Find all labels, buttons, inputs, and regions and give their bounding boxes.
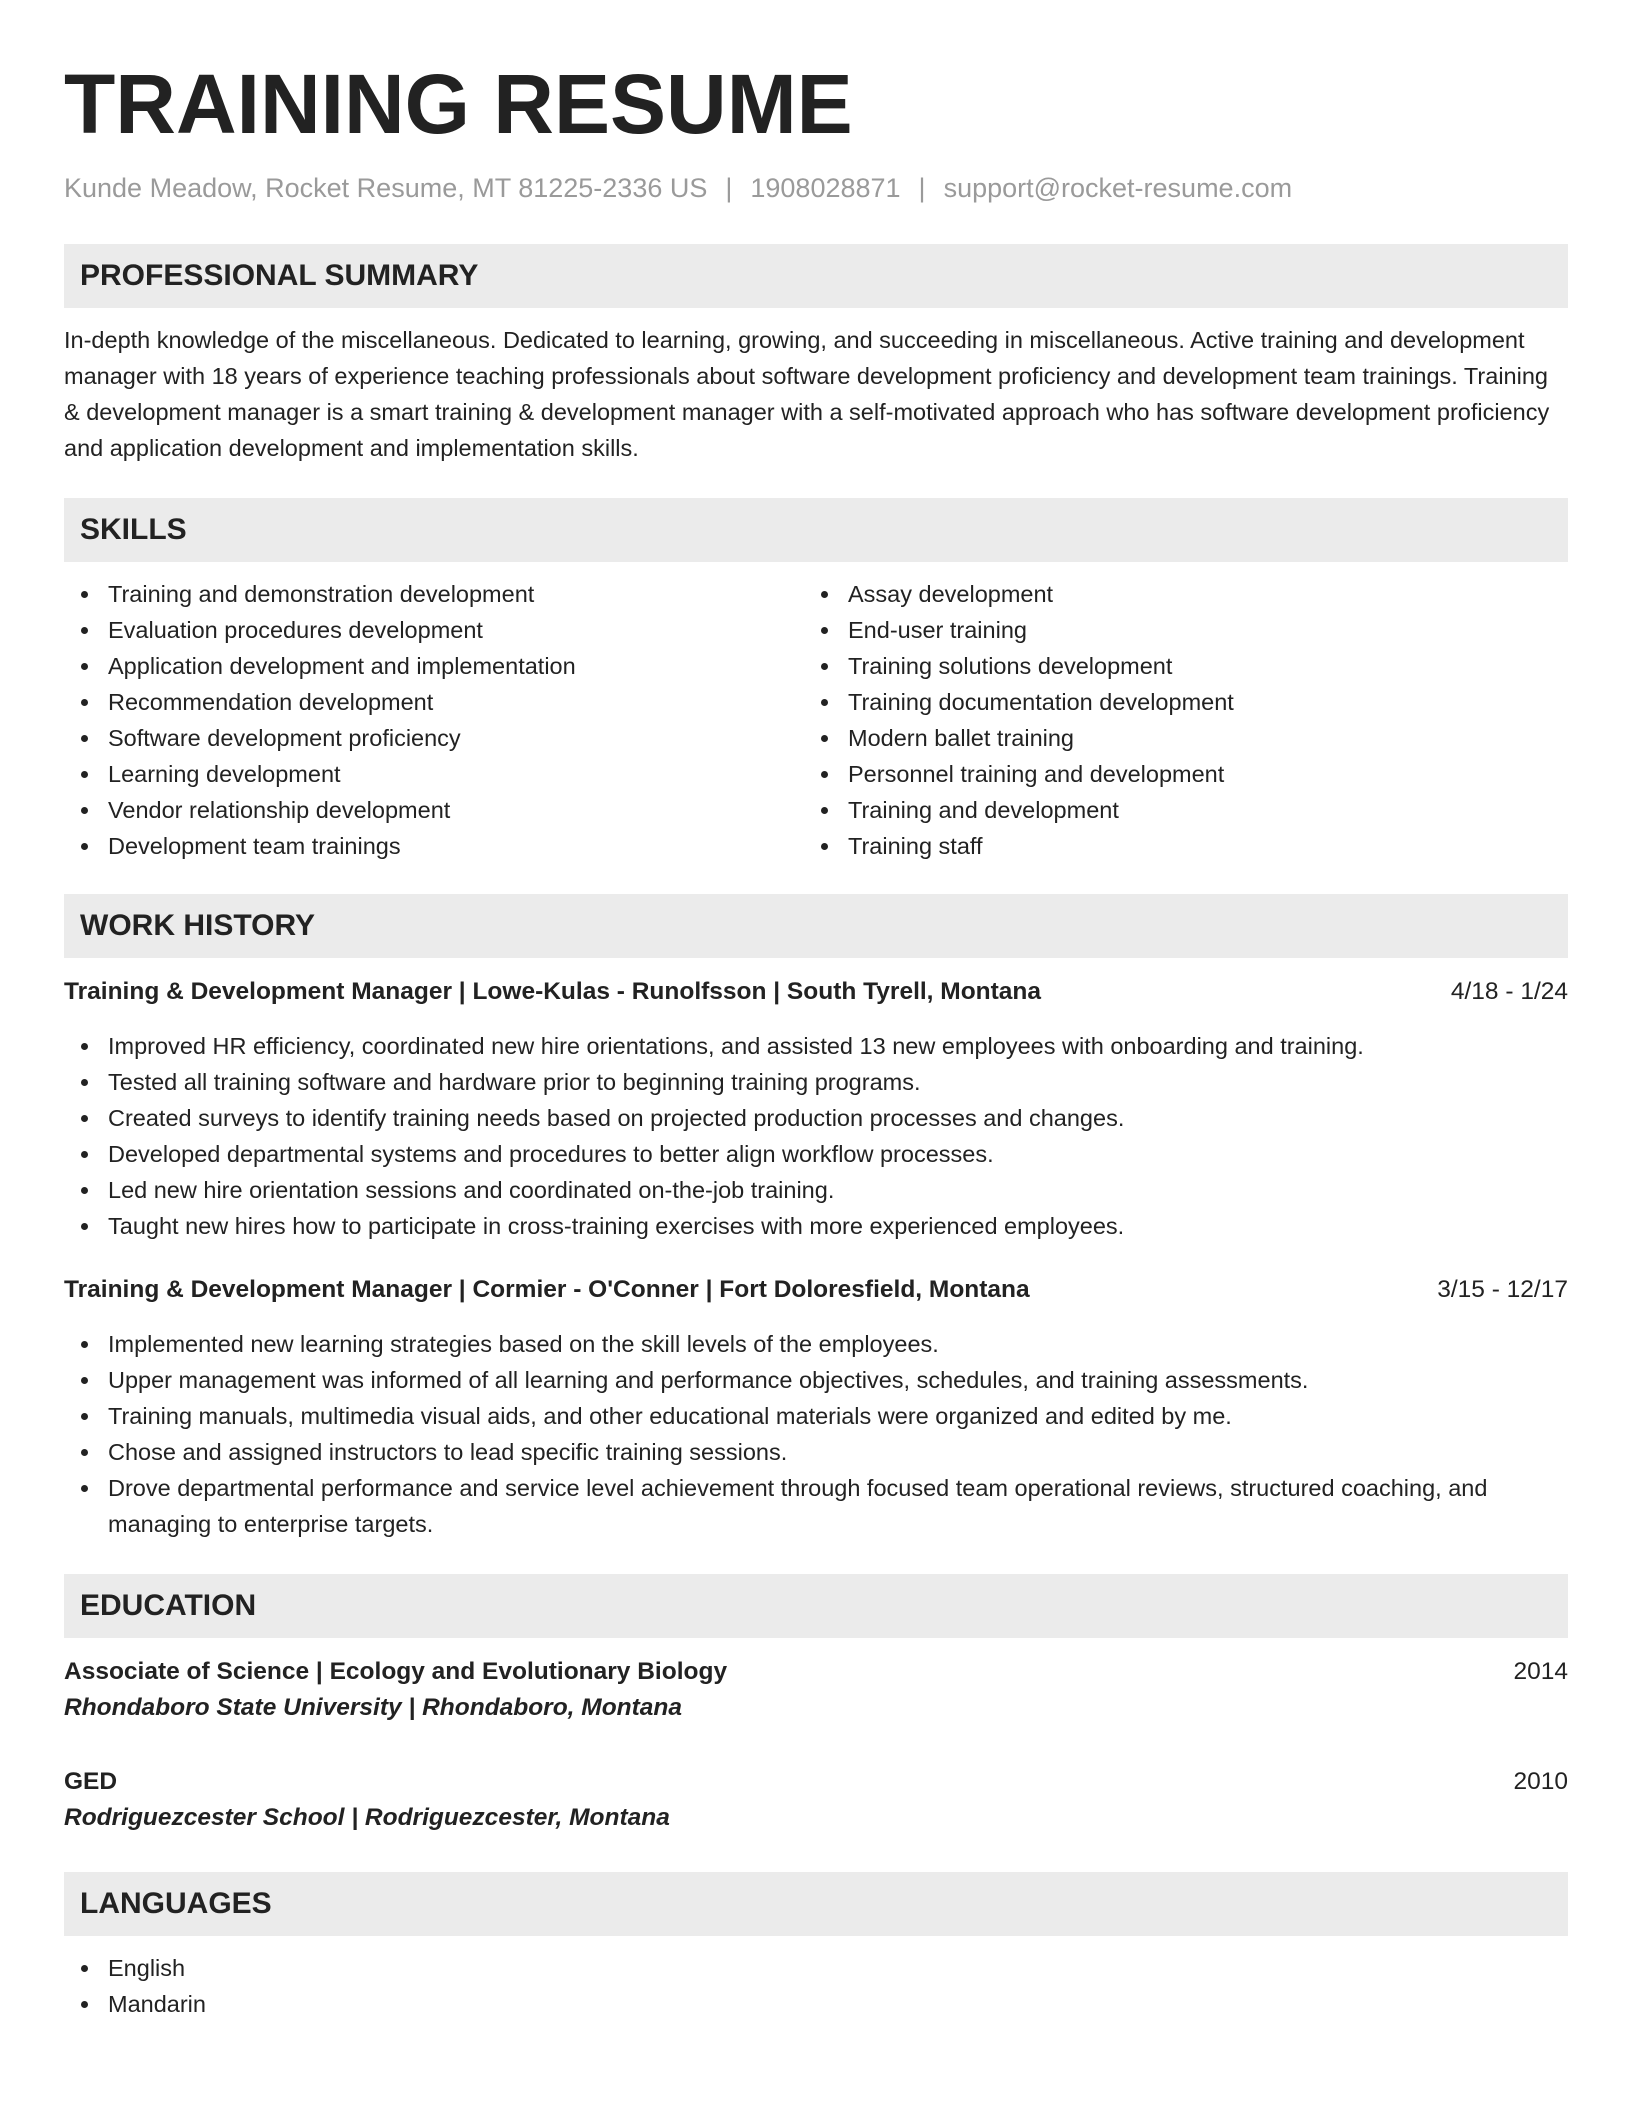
job-bullet: Drove departmental performance and service level achievement through focused team operational reviews, structured coaching, and managing to enterprise targets. — [64, 1470, 1568, 1542]
job-bullet: Implemented new learning strategies based on the skill levels of the employees. — [64, 1326, 1568, 1362]
education-year: 2014 — [1513, 1658, 1568, 1685]
skills-column-left — [64, 576, 804, 864]
education-year: 2010 — [1513, 1768, 1568, 1795]
section-heading-skills: SKILLS — [64, 498, 1568, 562]
job-bullet: Created surveys to identify training needs based on projected production processes and changes. — [64, 1100, 1568, 1136]
contact-separator: | — [918, 173, 926, 203]
job-bullet: Taught new hires how to participate in cross-training exercises with more experienced employees. — [64, 1208, 1568, 1244]
job-bullet: Improved HR efficiency, coordinated new hire orientations, and assisted 13 new employees with onboarding and training. — [64, 1028, 1568, 1064]
job-bullet: Tested all training software and hardware prior to beginning training programs. — [64, 1064, 1568, 1100]
languages-list — [64, 1950, 1568, 2022]
skill-item: Assay development — [804, 576, 1544, 612]
education-entry — [64, 1764, 1568, 1836]
education-degree: Associate of Science | Ecology and Evolutionary Biology — [64, 1658, 728, 1685]
education-degree: GED — [64, 1768, 118, 1795]
language-item: English — [64, 1950, 1568, 1986]
skills-list — [64, 576, 1568, 864]
skill-item: Training solutions development — [804, 648, 1544, 684]
job-bullet: Developed departmental systems and procedures to better align workflow processes. — [64, 1136, 1568, 1172]
contact-email: support@rocket-resume.com — [943, 173, 1293, 203]
education-school: Rhondaboro State University | Rhondaboro, Montana — [64, 1694, 683, 1721]
contact-separator: | — [725, 173, 733, 203]
section-heading-languages: LANGUAGES — [64, 1872, 1568, 1936]
job-header — [64, 1272, 1568, 1308]
job-bullet: Upper management was informed of all learning and performance objectives, schedules, and training assessments. — [64, 1362, 1568, 1398]
skill-item: Training staff — [804, 828, 1544, 864]
skill-item: Vendor relationship development — [64, 792, 804, 828]
section-heading-education: EDUCATION — [64, 1574, 1568, 1638]
language-item: Mandarin — [64, 1986, 1568, 2022]
job-entry — [64, 974, 1568, 1244]
contact-address: Kunde Meadow, Rocket Resume, MT 81225-2336 US — [64, 173, 708, 203]
skill-item: End-user training — [804, 612, 1544, 648]
job-header — [64, 974, 1568, 1010]
skills-column-right — [804, 576, 1544, 864]
skill-item: Learning development — [64, 756, 804, 792]
job-title: Training & Development Manager | Lowe-Kulas - Runolfsson | South Tyrell, Montana — [64, 978, 1042, 1005]
education-header — [64, 1764, 1568, 1800]
job-bullets — [64, 1326, 1568, 1542]
job-bullet: Training manuals, multimedia visual aids, and other educational materials were organized and edited by me. — [64, 1398, 1568, 1434]
skill-item: Training and demonstration development — [64, 576, 804, 612]
skill-item: Development team trainings — [64, 828, 804, 864]
job-bullet: Led new hire orientation sessions and coordinated on-the-job training. — [64, 1172, 1568, 1208]
skill-item: Modern ballet training — [804, 720, 1544, 756]
job-dates: 4/18 - 1/24 — [1450, 978, 1568, 1005]
skill-item: Software development proficiency — [64, 720, 804, 756]
job-entry — [64, 1272, 1568, 1542]
skill-item: Personnel training and development — [804, 756, 1544, 792]
skill-item: Training and development — [804, 792, 1544, 828]
job-bullet: Chose and assigned instructors to lead specific training sessions. — [64, 1434, 1568, 1470]
summary-text: In-depth knowledge of the miscellaneous. Dedicated to learning, growing, and succeeding in miscellaneous. Active training and development manager with 18 years of experience teaching professionals about software development proficiency and development team trainings. Training & development manager is a smart training & development manager with a self-motivated approach who has software development proficiency and application development and implementation skills. — [64, 327, 1550, 461]
skill-item: Evaluation procedures development — [64, 612, 804, 648]
skill-item: Recommendation development — [64, 684, 804, 720]
skill-item: Training documentation development — [804, 684, 1544, 720]
education-school: Rodriguezcester School | Rodriguezcester, Montana — [64, 1804, 670, 1831]
section-heading-summary: PROFESSIONAL SUMMARY — [64, 244, 1568, 308]
skill-item: Application development and implementation — [64, 648, 804, 684]
education-header — [64, 1654, 1568, 1690]
job-title: Training & Development Manager | Cormier - O'Conner | Fort Doloresfield, Montana — [64, 1276, 1030, 1303]
contact-line — [64, 170, 1568, 206]
job-bullets — [64, 1028, 1568, 1244]
section-heading-work-history: WORK HISTORY — [64, 894, 1568, 958]
job-dates: 3/15 - 12/17 — [1437, 1276, 1568, 1303]
education-entry — [64, 1654, 1568, 1726]
contact-phone: 1908028871 — [750, 173, 901, 203]
resume-title: TRAINING RESUME — [64, 57, 853, 151]
